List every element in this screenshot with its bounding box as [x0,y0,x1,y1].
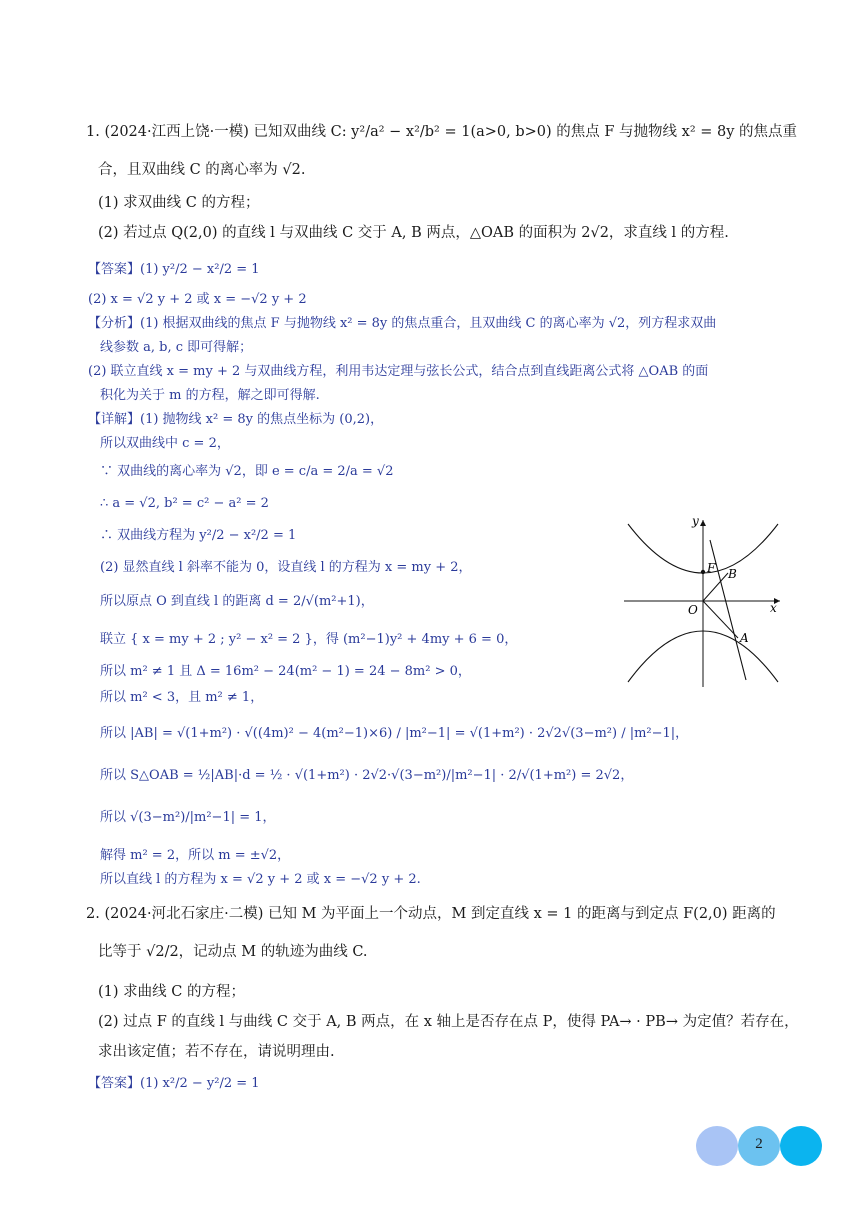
p1-detail10: 所以 m² < 3，且 m² ≠ 1， [100,690,264,705]
hyperbola-figure [620,512,790,690]
p1-part2: (2) 若过点 Q(2,0) 的直线 l 与双曲线 C 交于 A, B 两点，△OAB 的面积为 2√2，求直线 l 的方程. [98,225,729,241]
badge-dot-3 [780,1126,822,1166]
p1-detail12: 所以 S△OAB = ½|AB|·d = ½ · √(1+m²) · 2√2·√(3−m²)/|m²−1| · 2/√(1+m²) = 2√2， [100,768,634,783]
label-f: F [707,561,716,575]
p1-detail5: ∴ 双曲线方程为 y²/2 − x²/2 = 1 [100,528,297,543]
p1-analysis1: 【分析】(1) 根据双曲线的焦点 F 与抛物线 x² = 8y 的焦点重合，且双曲线 C 的离心率为 √2，列方程求双曲 [88,316,717,331]
p1-detail3: ∵ 双曲线的离心率为 √2，即 e = c/a = 2/a = √2 [100,464,394,479]
p2-answer1: 【答案】(1) x²/2 − y²/2 = 1 [88,1076,260,1091]
p2-stem-line1: 2. (2024·河北石家庄·二模) 已知 M 为平面上一个动点，M 到定直线 x = 1 的距离与到定点 F(2,0) 距离的 [86,906,776,922]
p1-stem-line1: 1. (2024·江西上饶·一模) 已知双曲线 C: y²/a² − x²/b² = 1(a>0, b>0) 的焦点 F 与抛物线 x² = 8y 的焦点重 [86,124,798,140]
p1-detail13: 所以 √(3−m²)/|m²−1| = 1， [100,810,276,825]
p1-detail9: 所以 m² ≠ 1 且 Δ = 16m² − 24(m² − 1) = 24 − 8m² > 0， [100,664,471,679]
p1-analysis2: 线参数 a, b, c 即可得解； [100,340,253,355]
p1-detail1: 【详解】(1) 抛物线 x² = 8y 的焦点坐标为 (0,2)， [88,412,384,427]
p1-detail11: 所以 |AB| = √(1+m²) · √((4m)² − 4(m²−1)×6) / |m²−1| = √(1+m²) · 2√2√(3−m²) / |m²−1|， [100,726,689,741]
p1-analysis4: 积化为关于 m 的方程，解之即可得解. [100,388,320,403]
p2-part2b: 求出该定值；若不存在，请说明理由. [98,1044,335,1060]
p1-detail15: 所以直线 l 的方程为 x = √2 y + 2 或 x = −√2 y + 2. [100,872,421,887]
p1-detail6: (2) 显然直线 l 斜率不能为 0，设直线 l 的方程为 x = my + 2， [100,560,472,575]
p1-detail2: 所以双曲线中 c = 2， [100,436,230,451]
label-b: B [728,567,737,581]
page-number: 2 [755,1136,763,1152]
label-x: x [770,601,777,615]
label-o: O [688,603,698,617]
p2-stem-line2: 比等于 √2/2，记动点 M 的轨迹为曲线 C. [98,944,368,960]
p1-analysis3: (2) 联立直线 x = my + 2 与双曲线方程，利用韦达定理与弦长公式，结合点到直线距离公式将 △OAB 的面 [88,364,709,379]
label-a: A [740,631,749,645]
p1-detail7: 所以原点 O 到直线 l 的距离 d = 2/√(m²+1)， [100,594,374,609]
p1-part1: (1) 求双曲线 C 的方程； [98,195,260,211]
p2-part1: (1) 求曲线 C 的方程； [98,984,245,1000]
segment-oa [703,601,738,638]
badge-dot-1 [696,1126,738,1166]
p2-part2a: (2) 过点 F 的直线 l 与曲线 C 交于 A, B 两点，在 x 轴上是否存在点 P，使得 PA→ · PB→ 为定值？若存在， [98,1014,799,1030]
label-y: y [692,514,699,528]
p1-detail4: ∴ a = √2, b² = c² − a² = 2 [100,496,269,511]
p1-detail8: 联立 { x = my + 2 ; y² − x² = 2 }，得 (m²−1)y² + 4my + 6 = 0， [100,632,518,647]
p1-answer2: (2) x = √2 y + 2 或 x = −√2 y + 2 [88,292,307,307]
p1-stem-line2: 合，且双曲线 C 的离心率为 √2. [98,162,306,178]
p1-answer1: 【答案】(1) y²/2 − x²/2 = 1 [88,262,260,277]
p1-detail14: 解得 m² = 2，所以 m = ±√2， [100,848,291,863]
focus-point [701,570,705,574]
